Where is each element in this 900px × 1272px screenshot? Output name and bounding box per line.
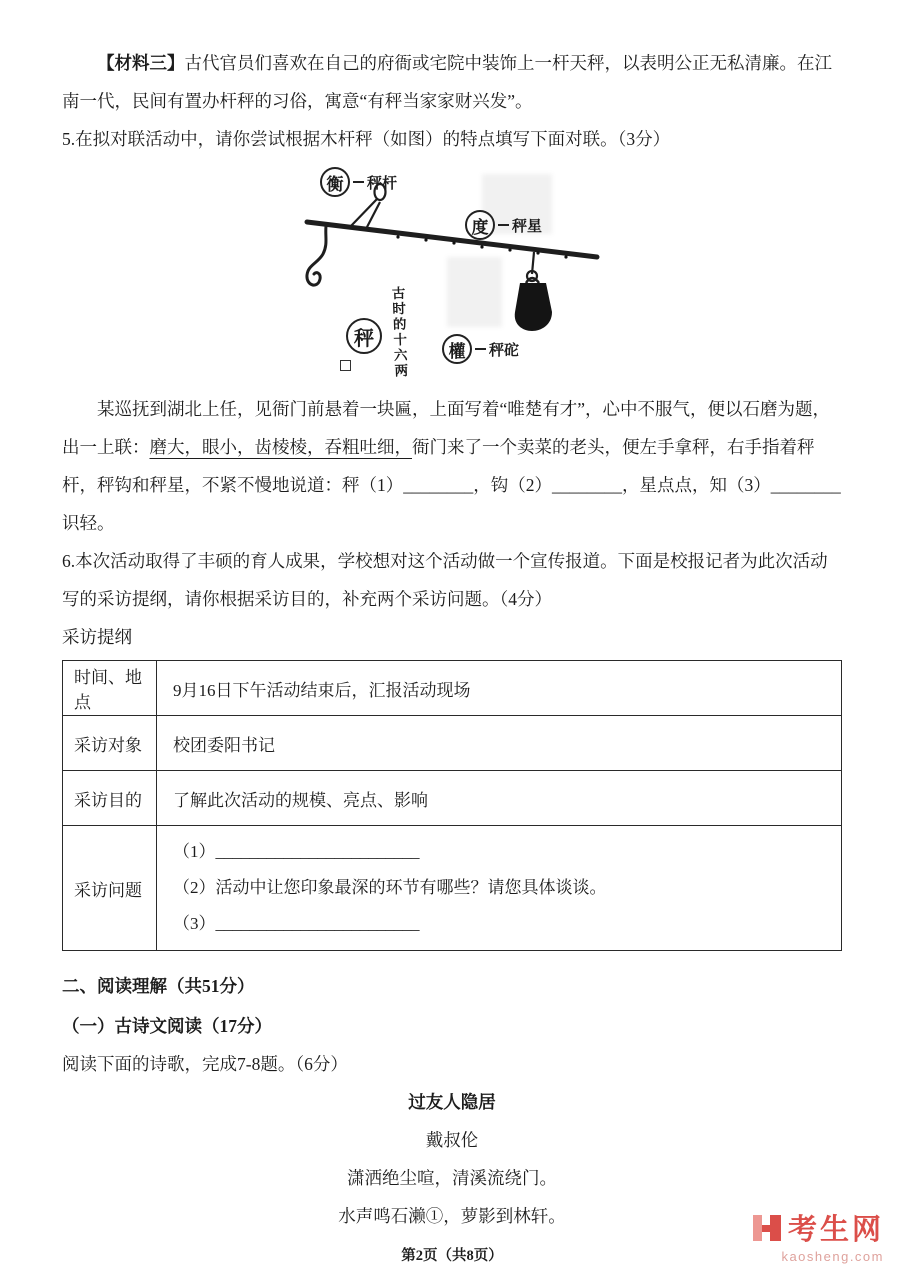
- row-label: 采访对象: [63, 716, 157, 771]
- poem-line-1: 潇洒绝尘喧，清溪流绕门。: [347, 1168, 557, 1188]
- quan-circle: 權: [442, 334, 472, 364]
- figure-handwritten-note: 古时的十六两: [389, 285, 408, 380]
- row-label: 采访问题: [63, 826, 157, 951]
- poem-instructions: 阅读下面的诗歌，完成7-8题。（6分）: [62, 1054, 348, 1074]
- page-number-footer: 第2页（共8页）: [401, 1248, 503, 1264]
- material3-tag: 【材料三】: [97, 53, 185, 73]
- poem-line-2: 水声鸣石濑①，萝影到林轩。: [338, 1206, 566, 1226]
- material3-text: 古代官员们喜欢在自己的府衙或宅院中装饰上一杆天秤，以表明公正无私清廉。在江南一代，民间有置办杆秤的习俗，寓意“有秤当家家财兴发”。: [62, 53, 832, 111]
- tag-dash: [498, 224, 509, 226]
- cheng-circle: 秤: [346, 318, 382, 354]
- row-label: 时间、地点: [63, 661, 157, 716]
- kaosheng-watermark: [751, 1207, 884, 1264]
- interview-question-2: （2）活动中让您印象最深的环节有哪些？请您具体谈谈。: [173, 878, 607, 897]
- interview-question-blank-1: （1）________________________: [173, 842, 420, 861]
- row-content: 校团委阳书记: [157, 716, 842, 771]
- heng-tag-group: [320, 167, 397, 197]
- chengxing-label: 秤星: [512, 218, 543, 235]
- heng-circle: 衡: [320, 167, 350, 197]
- question5: 5.在拟对联活动中，请你尝试根据木杆秤（如图）的特点填写下面对联。（3分）: [62, 129, 671, 149]
- chengtuo-label: 秤砣: [489, 342, 520, 359]
- interview-question-blank-3: （3）________________________: [173, 914, 420, 933]
- weight-icon: [515, 252, 552, 331]
- du-tag-group: [465, 210, 542, 240]
- watermark-brand-name: 考生网: [787, 1214, 884, 1246]
- seal-box: [340, 360, 351, 371]
- table-row: [63, 716, 842, 771]
- row-content: [157, 826, 842, 951]
- section-heading-reading: 二、阅读理解（共51分）: [62, 976, 255, 996]
- row-content: 了解此次活动的规模、亮点、影响: [157, 771, 842, 826]
- story-part2: 衙门来了一个卖菜的老头，便左手拿秤，右手指着秤杆，秤钩和秤星，不紧不慢地说道：秤（1）________，钩（2）________，星点点，知（3）________识轻。: [62, 437, 841, 533]
- outline-title: 采访提纲: [62, 627, 132, 647]
- chenggan-label: 秤杆: [367, 175, 398, 192]
- table-row: [63, 826, 842, 951]
- table-row: [63, 771, 842, 826]
- hook-icon: [307, 226, 326, 285]
- poem-title: 过友人隐居: [408, 1092, 496, 1112]
- watermark-domain: kaosheng.com: [781, 1249, 884, 1264]
- quan-tag-group: [442, 334, 519, 364]
- du-circle: 度: [465, 210, 495, 240]
- steelyard-figure: [282, 162, 622, 384]
- material3-paragraph: [62, 44, 842, 120]
- story-paragraph: [62, 390, 842, 542]
- interview-outline-table: [62, 660, 842, 951]
- tag-dash: [353, 181, 364, 183]
- tag-dash: [475, 348, 486, 350]
- row-content: 9月16日下午活动结束后，汇报活动现场: [157, 661, 842, 716]
- question6: 6.本次活动取得了丰硕的育人成果，学校想对这个活动做一个宣传报道。下面是校报记者为此次活动写的采访提纲，请你根据采访目的，补充两个采访问题。（4分）: [62, 551, 828, 609]
- poem-author: 戴叔伦: [425, 1130, 479, 1150]
- kaosheng-logo-icon: [751, 1212, 783, 1244]
- story-underlined: 磨大，眼小，齿棱棱，吞粗吐细，: [149, 437, 412, 457]
- subsection-heading-classical: （一）古诗文阅读（17分）: [62, 1016, 272, 1036]
- row-label: 采访目的: [63, 771, 157, 826]
- table-row: [63, 661, 842, 716]
- story-part1: 某巡抚到湖北上任，见衙门前悬着一块匾，上面写着“唯楚有才”，心中不服气，便以石磨为题，出一上联：: [62, 399, 831, 457]
